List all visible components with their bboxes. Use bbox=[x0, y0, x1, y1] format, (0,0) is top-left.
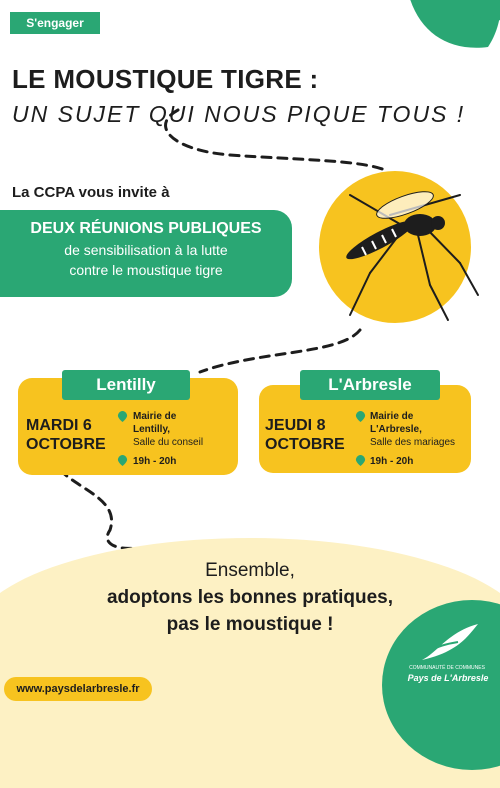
page-title: LE MOUSTIQUE TIGRE : bbox=[12, 64, 319, 94]
place-line-2: L'Arbresle, bbox=[370, 424, 422, 435]
pin-icon bbox=[355, 455, 366, 466]
date-day: MARDI 6 bbox=[26, 417, 92, 434]
date-month: OCTOBRE bbox=[265, 436, 345, 453]
city-tab-lentilly: Lentilly bbox=[62, 370, 190, 400]
meeting-place bbox=[133, 410, 203, 449]
meeting-place bbox=[370, 410, 455, 449]
place-room: Salle du conseil bbox=[133, 437, 204, 448]
date-month: OCTOBRE bbox=[26, 436, 106, 453]
invite-text: La CCPA vous invite à bbox=[12, 184, 170, 201]
pin-icon bbox=[117, 455, 128, 466]
place-room: Salle des mariages bbox=[370, 437, 456, 448]
page-subtitle: UN SUJET QUI NOUS PIQUE TOUS ! bbox=[12, 101, 466, 127]
highlight-line-2: de sensibilisation à la lutte bbox=[64, 242, 228, 258]
place-line-1: Mairie de bbox=[370, 411, 414, 422]
meeting-time: 19h - 20h bbox=[370, 456, 414, 467]
closing-line-1: Ensemble, bbox=[205, 560, 295, 581]
leaf-logo-icon bbox=[418, 622, 482, 664]
place-line-1: Mairie de bbox=[133, 411, 177, 422]
highlight-title: DEUX RÉUNIONS PUBLIQUES bbox=[30, 220, 262, 237]
meeting-date bbox=[265, 416, 345, 454]
mosquito-illustration bbox=[310, 165, 480, 330]
highlight-line-3: contre le moustique tigre bbox=[69, 262, 223, 278]
date-day: JEUDI 8 bbox=[265, 417, 326, 434]
meeting-date bbox=[26, 416, 106, 454]
logo-small-text: COMMUNAUTÉ DE COMMUNES bbox=[409, 665, 485, 671]
highlight-box bbox=[0, 210, 292, 297]
closing-line-3: pas le moustique ! bbox=[166, 614, 334, 635]
pin-icon bbox=[117, 411, 128, 422]
logo-name: Pays de L'Arbresle bbox=[407, 673, 489, 683]
website-link[interactable]: www.paysdelarbresle.fr bbox=[4, 677, 152, 701]
category-tag: S'engager bbox=[10, 12, 100, 34]
place-line-2: Lentilly, bbox=[133, 424, 171, 435]
pin-icon bbox=[355, 411, 366, 422]
meeting-time: 19h - 20h bbox=[133, 456, 177, 467]
city-tab-arbresle: L'Arbresle bbox=[300, 370, 440, 400]
closing-line-2: adoptons les bonnes pratiques, bbox=[106, 587, 394, 608]
